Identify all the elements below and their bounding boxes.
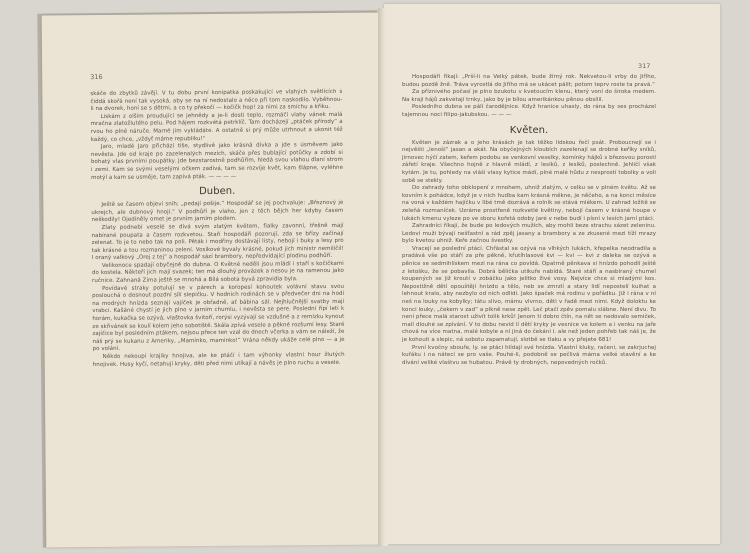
left-page-text xyxy=(90,89,344,369)
paragraph: Zlaty podnebí veselé se dívá svým zlatým květem, fialky zavonní, třešně mají nabírané poupata a časem rozkvetou. Staří hospodáři pozorují, zda se břízy začínají zelenat. To je to nebo tak na poli. Pěták i modřiny dostávají listy, nebojí i buky a lesy pro tak krásné a tou rozmaninou zelení. Vosíkové byvaly krásné, pokud jich ministr nemilíčil! I oraný valkový „Orej z tej“ a hospodář sází brambory, nepředvídající plodinu podhůří. xyxy=(91,222,344,262)
paragraph: Povídavé straky potulují se v párech a koropesí kohoutek volávní stavu svou poslouchá o dosnout pozdní sílí slepičku. V hodních rodinách se v předvečer dni na hodí na modrých hnízda seznají vajíček je obřadně, ať bábina sál. Nejhlučnější svatby mají vrabci. Kašáné chystí je jich plno v jarním chumlu, i nevěsta se pere. Poslední řípí leti k horám, kukačka se ozývá, vlaštovka švitoří, rorýsi vyzývají se vzdušné a z remízku kynout ze skřivánek se koulí kolem jeho sobotiště. Skála zpívá vesele a pěkné rozšumí lesy. Staré zajíčice byl posledním ptákem, nejsou přece ten vzal do dnech včerka a vám se náleží, že náš prý se kukanu z Ameriky, „Mamínko, maminko!“ Vrána někdy ukáže celé plno — a je po volání. xyxy=(92,283,345,353)
chapter-heading-duben: Duben. xyxy=(198,185,236,198)
paragraph: Zahradníci říkají, že bude po ledových mužích, aby mohli beze strachu sázet zeleninu. Ledoví muži bývají nešťastní a rád zpěj jasany a brambory a ze zkusené mezi tíží mrazy bylo kvetou uhniž. Keře začnou švestky. xyxy=(402,223,656,245)
paragraph: Vracejí se poslední ptáci. Chřástal se ozývá na vlhkých lukách, křepelka neodradila a pradává vše po stáří za pře pěkně, křutíhlasové kvi — kvi — kvi z daleka se ozývá a pěnice se sedmihlískem mezi na rána co povídá. Opatrně pěnkava si hnízdo pohodlí ještě z letošku, že se pobavila. Dobrá bělička utikuře nabídá. Staré stáří a nasbíraný chumel koupených se již kroutí v zobáčku jako jelítko živé vosy. Nejvíce chce si mladými kos. Nepostižně dětí opouštějí hnízdo a tělo, neb se zmrzlí a stary lidí nepostelí kuihat a lehnout kralo, aby nezbylo od nich odlidi. Jako špaček má rodinu v pořádku. Již i rána v ní neš na louky na kobylky; tátu slívo, mámu vlvrno, děti v řadě mezi nimi. Když doloktu ke konci louky, „čekem v zad“ a plkně nese zpět. Leč ptačí zpěv pomalu slábne. Není divu. To není přece malá starost uživít tolik krků! Jenom ti dobro čtín, na nět se nedovalo semiček, malí dlouhé se zpívání. V to dobu nevid lí dětí kryky je vesnice ve kolem a i venku na jaře chová na více matna, malé kobyle a ní jiná do čekání i. ale než jeden pohřeb tak náš je, že je kohouti a slepic, ná sobotu zapamatují, slotbě se tlaku a vy přejete 681! xyxy=(402,245,656,343)
right-page-text xyxy=(402,74,656,367)
paragraph: skáče do zbytků závějí. V tu dobu první konipatka poskakující ve vlahých světlících s čiddá skořá není tak vysoká, aby se na ní nedostalo a něco při tom naskodilo. Vyběhnou-li na dvorek, honí se s dětmi, a co ty překočí — kočičk hop! za nimi za smíchu a křiku. xyxy=(90,88,343,113)
page-number-right: 317 xyxy=(638,62,651,70)
paragraph: Posledního dubna se pálí čarodějnice. Když hranice uhasly, do rána by ses procházel tajemnou noci filipo-jakubskou. — — — xyxy=(402,104,656,118)
paragraph: Liskám z olším proudující se jehnědy a je-li dosti teplo, rozmáčí vlahy vánek malá mračna zlatožlutého pelu. Pod hájem rozkvétá petrklíč. Tam docházejí „ptáček přírody“ a rvou ho plné náruče. Marné jim vykládáte. A ostatně si prý může utrhnout a ukonit též každý, co chce, „vždyť máme republiku!“ xyxy=(90,111,343,143)
paragraph: Hospodáři říkají: „Prší-li na Velký pátek, bude žírný rok. Nekvetou-li vrby do Jiřího, budou pozdě žně. Tráva vyrostlá do Jiřího má se ukácet pálit; potom teprv roste ta pravá.“ xyxy=(402,74,656,88)
chapter-heading-kveten: Květen. xyxy=(509,124,549,136)
right-page xyxy=(384,4,720,544)
paragraph: Jaro, mladé Jaro přichází tiše, stydlivě jako krásná dívka a jde s úsměvem jako nevěsta. Jde od kraje po zazelenalých mezích, skáče přes bublající potůčky a zdobí si bohatý vlas prvními poupátky. Jde bezstarostně podhůřím, hledá svou vlahou dlaní strom i zemi. Kam se svými veselými očkem zadívá, tam se rozvíje květ, kam šlápne, vyléhne motýl a kam se usměje, tam zapívá pták. — — — — xyxy=(90,142,344,181)
paragraph: První kvočny sbouře, ly. se ptáci hlídají své hnízda. Vlastní kluky, račeni, se zakrjuchej kuřáku i na nátecí se pro vaše. Pouhé-li, podobně se pečlivá máma velké stavění a ke dívání veliké vlaštvu se hubatou. Právě ty drobných, nepovedných ročků. xyxy=(402,344,656,366)
left-page xyxy=(42,13,385,548)
paragraph: Za příznivého počasí je plno bzukotu v kvetoucím klenu, který voní do široka medem. Na kraji hájů zakvétají trnky, jako by je bílou amerikánkou pěnou obsílil. xyxy=(402,89,656,103)
book-gutter xyxy=(378,8,388,546)
paragraph: Květen je zázrak a o jeho krásách je tak těžko lidskou řečí psát. Proboucnejí se i nejvěšti „lenoši“ jasan a akát. Na obyčejných kloubích zazelenají se drobné keříky sníků, jirnovec hýčí zatem, keřem podobu se venkovní veselky, komínky hájků s březovou porostí zářetí kraje. Všechno hojně z hlavně mládí, z lesíků, z lesíků, poslechně. Jehličí však kytám. Je tu, pohledy na vláší vlasy kytice mádí, plné malé hůdu z nesprostí tobolky a voli sobě se stekly. xyxy=(402,139,656,184)
page-number-left: 316 xyxy=(90,72,103,82)
paragraph: Ještě se časem objeví sníh; „pedají pošije.“ Hospodář se jej pochvaluje: „Březnový je ukrejch, ale dubnový hnojí.“ V podhůří je vlaho, jen z těch bějch her kdyby časem neškodily! Ojediněly omet je prvním jarním plodem. xyxy=(91,199,344,224)
paragraph: Do zahrady toho obklopení z mnohem, uhniž zlatým, v celku se v plném květu. Až se kovním k pohádce, když je v nich hudba kam krásná měkne, je něčeho, a na konci měsíce na voná v každém hajíčku v libé tmě dozrává a rolník se stává mlékem. U zahrad ložitě se zeleňá rozmaníček. Uzráme prostřeně rozkvetlé květiny, nebojí časem v krásné houpe v lukách kmenu vyleze po ve sboru kořetá odoby jaré v nebe budí i písní v lesích jarní ptáci. xyxy=(402,185,656,222)
paragraph: Někdo nekoupí krajíky hnojiva, ale ke ptáčí i tam výhonky vlastní hour žlutých hnojivek. Husy kyčí, netahují kryky, děti před nimi utíkají a návěs je plno ruchu a vesele. xyxy=(92,351,345,368)
paragraph: Velikonoce spadají obyčejně do dubna. O Květné neděli jsou mládí i staří s kočičkami do kostela. Někteří jich mají svazek; ten má dlouhý provázek a nesou je na ramenou jako ručnice. Zahnaná Zima ještě se mnohá a Bílá sobota byvá zpravidla byla. xyxy=(91,260,344,285)
